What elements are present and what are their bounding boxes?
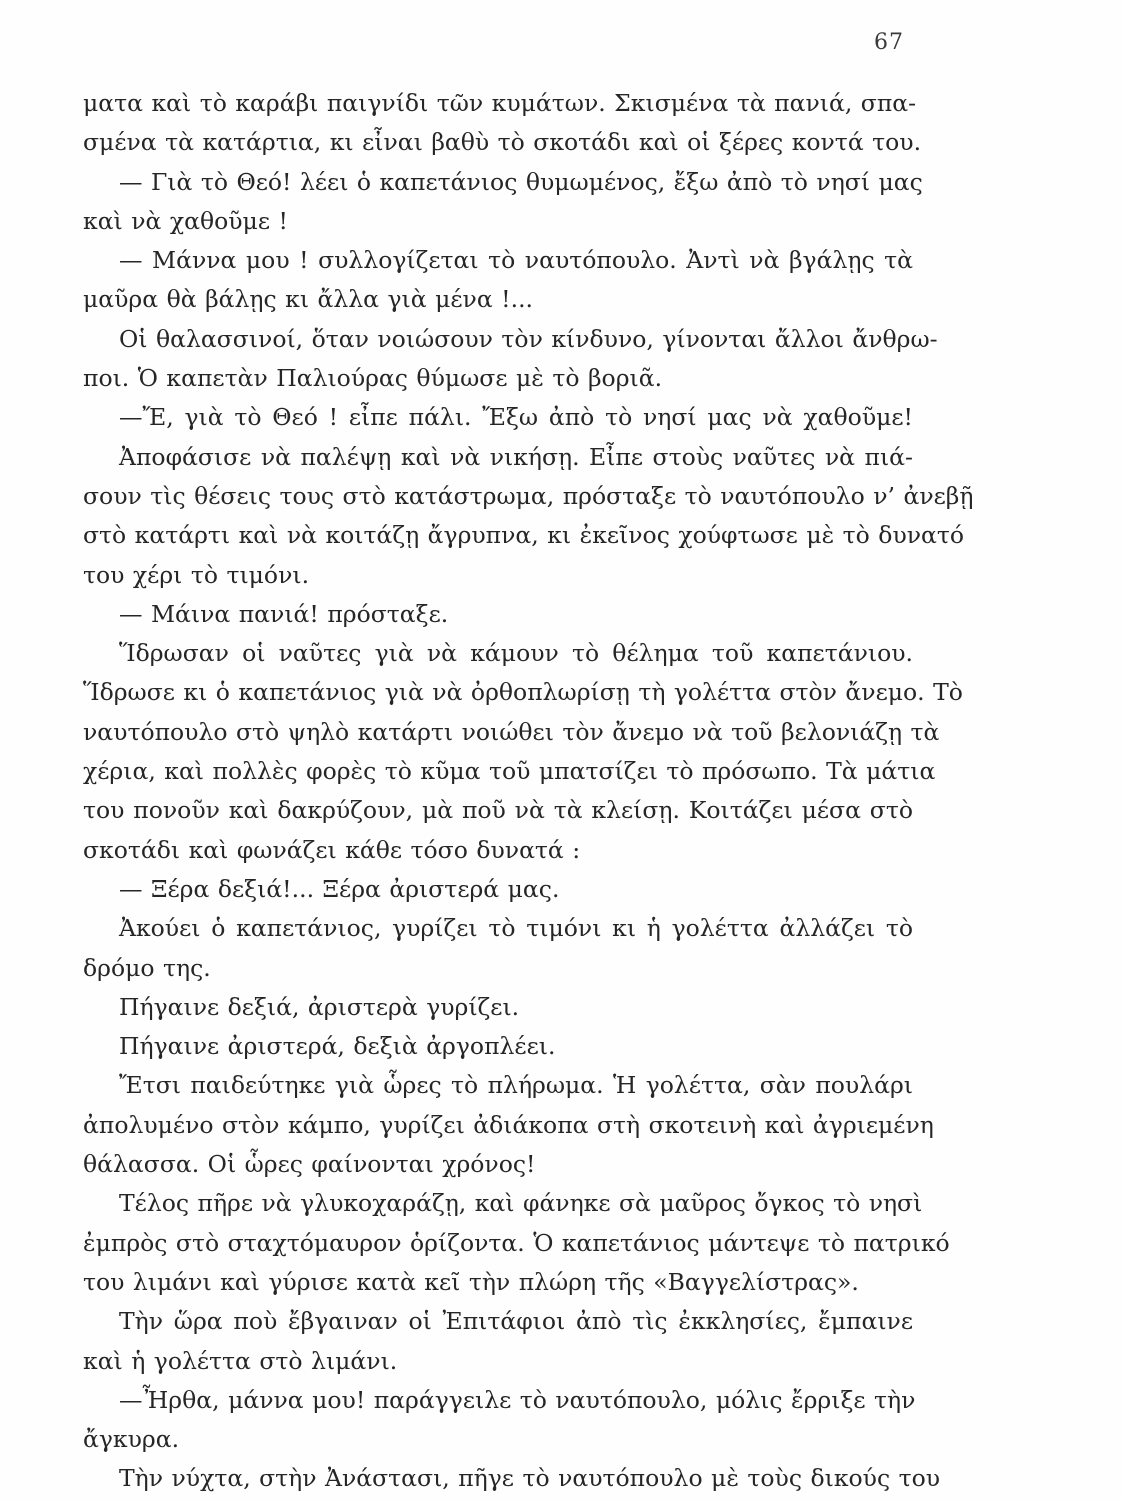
text-line: δρόμο της.: [83, 953, 211, 982]
text-line: σκοτάδι καὶ φωνάζει κάθε τόσο δυνατά :: [83, 835, 581, 864]
text-line: ναυτόπουλο στὸ ψηλὸ κατάρτι νοιώθει τὸν ἄνεμο νὰ τοῦ βελονιάζῃ τὰ: [83, 717, 940, 746]
text-line: θάλασσα. Οἱ ὧρες φαίνονται χρόνος!: [83, 1150, 536, 1179]
text-line: Οἱ θαλασσινοί, ὅταν νοιώσουν τὸν κίνδυνο, γίνονται ἄλλοι ἄνθρω-: [119, 324, 938, 353]
text-line: — Μάννα μου ! συλλογίζεται τὸ ναυτόπουλο. Ἀντὶ νὰ βγάλῃς τὰ: [119, 246, 913, 275]
text-line: του λιμάνι καὶ γύρισε κατὰ κεῖ τὴν πλώρη τῆς «Βαγγελίστρας».: [83, 1267, 859, 1296]
text-line: ἀπολυμένο στὸν κάμπο, γυρίζει ἀδιάκοπα στὴ σκοτεινὴ καὶ ἀγριεμένη: [83, 1110, 934, 1139]
text-line: χέρια, καὶ πολλὲς φορὲς τὸ κῦμα τοῦ μπατσίζει τὸ πρόσωπο. Τὰ μάτια: [83, 757, 936, 786]
text-line: στὸ κατάρτι καὶ νὰ κοιτάζῃ ἄγρυπνα, κι ἐκεῖνος χούφτωσε μὲ τὸ δυνατό: [83, 521, 965, 550]
text-line: Τὴν νύχτα, στὴν Ἀνάστασι, πῆγε τὸ ναυτόπουλο μὲ τοὺς δικούς του: [119, 1464, 941, 1493]
text-line: — Ξέρα δεξιά!... Ξέρα ἀριστερά μας.: [119, 874, 560, 903]
text-line: μαῦρα θὰ βάλῃς κι ἄλλα γιὰ μένα !...: [83, 285, 534, 314]
text-line: Ἀποφάσισε νὰ παλέψῃ καὶ νὰ νικήσῃ. Εἶπε στοὺς ναῦτες νὰ πιά-: [119, 442, 913, 471]
text-line: Πήγαινε ἀριστερά, δεξιὰ ἀργοπλέει.: [119, 1032, 556, 1061]
text-line: Τὴν ὥρα ποὺ ἔβγαιναν οἱ Ἐπιτάφιοι ἀπὸ τὶς ἐκκλησίες, ἔμπαινε: [119, 1307, 913, 1336]
body-text: [83, 84, 974, 1499]
text-line: σουν τὶς θέσεις τους στὸ κατάστρωμα, πρόσταξε τὸ ναυτόπουλο ν’ ἀνεβῇ: [83, 481, 974, 510]
text-line: Πήγαινε δεξιά, ἀριστερὰ γυρίζει.: [119, 992, 520, 1021]
text-line: καὶ ἡ γολέττα στὸ λιμάνι.: [83, 1346, 398, 1375]
text-line: Ἵδρωσε κι ὁ καπετάνιος γιὰ νὰ ὀρθοπλωρίσῃ τὴ γολέττα στὸν ἄνεμο. Τὸ: [83, 678, 963, 707]
text-line: —Ἔ, γιὰ τὸ Θεό ! εἶπε πάλι. Ἔξω ἀπὸ τὸ νησί μας νὰ χαθοῦμε!: [119, 403, 913, 432]
text-line: Τέλος πῆρε νὰ γλυκοχαράζῃ, καὶ φάνηκε σὰ μαῦρος ὄγκος τὸ νησὶ: [119, 1189, 923, 1218]
text-line: σμένα τὰ κατάρτια, κι εἶναι βαθὺ τὸ σκοτάδι καὶ οἱ ξέρες κοντά του.: [83, 128, 922, 157]
text-line: καὶ νὰ χαθοῦμε !: [83, 206, 288, 235]
text-line: Ἀκούει ὁ καπετάνιος, γυρίζει τὸ τιμόνι κι ἡ γολέττα ἀλλάζει τὸ: [119, 914, 913, 943]
text-line: — Μάινα πανιά! πρόσταξε.: [119, 599, 449, 628]
text-line: — Γιὰ τὸ Θεό! λέει ὁ καπετάνιος θυμωμένος, ἔξω ἀπὸ τὸ νησί μας: [119, 167, 923, 196]
text-line: ποι. Ὁ καπετὰν Παλιούρας θύμωσε μὲ τὸ βοριᾶ.: [83, 364, 663, 393]
text-line: ἄγκυρα.: [83, 1425, 180, 1454]
text-line: —Ἦρθα, μάννα μου! παράγγειλε τὸ ναυτόπουλο, μόλις ἔρριξε τὴν: [119, 1385, 916, 1414]
text-line: του πονοῦν καὶ δακρύζουν, μὰ ποῦ νὰ τὰ κλείσῃ. Κοιτάζει μέσα στὸ: [83, 796, 913, 825]
text-line: Ἵδρωσαν οἱ ναῦτες γιὰ νὰ κάμουν τὸ θέλημα τοῦ καπετάνιου.: [119, 639, 913, 668]
text-line: Ἔτσι παιδεύτηκε γιὰ ὧρες τὸ πλήρωμα. Ἡ γολέττα, σὰν πουλάρι: [119, 1071, 913, 1100]
text-line: ματα καὶ τὸ καράβι παιγνίδι τῶν κυμάτων. Σκισμένα τὰ πανιά, σπα-: [83, 89, 917, 117]
page-number: 67: [874, 30, 904, 55]
text-line: ἐμπρὸς στὸ σταχτόμαυρον ὁρίζοντα. Ὁ καπετάνιος μάντεψε τὸ πατρικό: [83, 1228, 950, 1257]
text-line: του χέρι τὸ τιμόνι.: [83, 560, 310, 589]
